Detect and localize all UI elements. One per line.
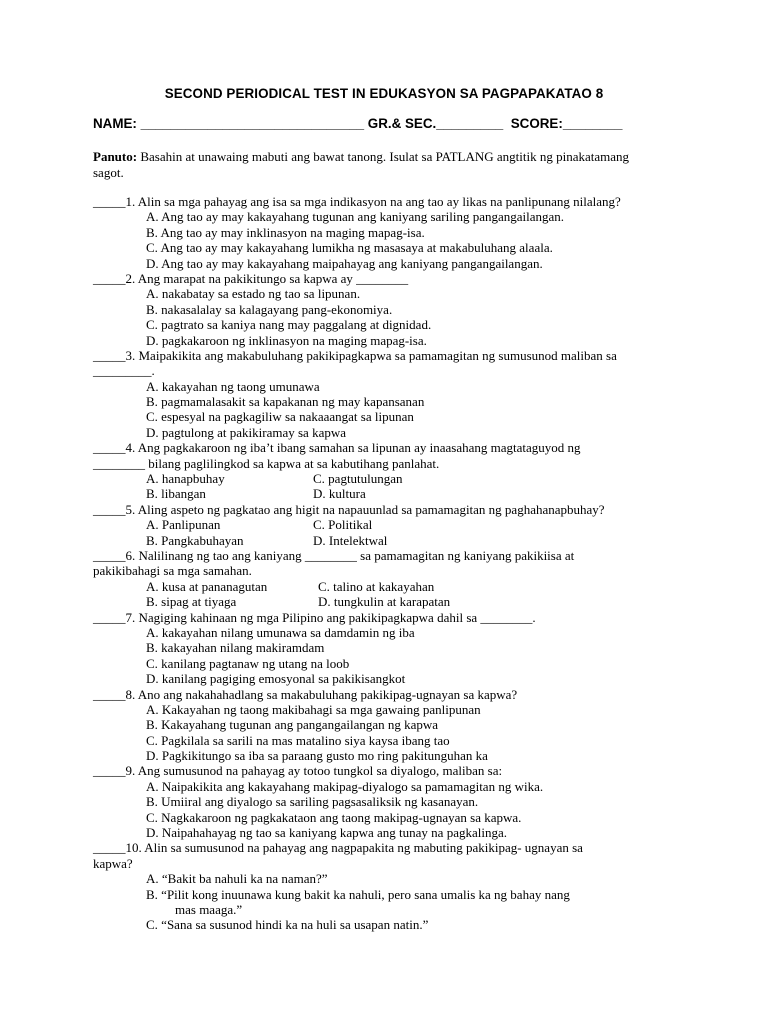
answer-choice: A. Panlipunan [146, 517, 221, 533]
answer-choice: D. kanilang pagiging emosyonal sa pakikisangkot [146, 671, 406, 687]
question-text: _____1. Alin sa mga pahayag ang isa sa mga indikasyon na ang tao ay likas na panlipunang nilalang? [93, 194, 621, 209]
answer-choice: B. Kakayahang tugunan ang pangangailangan ng kapwa [146, 717, 439, 733]
question-text: _____10. Alin sa sumusunod na pahayag ang nagpapakita ng mabuting pakikipag- ugnayan sa [93, 840, 583, 856]
question-text: _____2. Ang marapat na pakikitungo sa kapwa ay ________ [93, 270, 409, 286]
answer-choice: B. pagmamalasakit sa kapakanan ng may kapansanan [146, 394, 425, 410]
answer-choice: A. kakayahan nilang umunawa sa damdamin ng iba [146, 624, 415, 640]
answer-choice-row [93, 517, 693, 532]
answer-choice: C. Politikal [313, 517, 373, 533]
question-list [93, 194, 693, 933]
answer-choice: A. Ang tao ay may kakayahang tugunan ang kaniyang sariling pangangailangan. [146, 209, 565, 225]
answer-choice-row [93, 486, 693, 501]
instructions [93, 149, 653, 180]
question-text: _____8. Ano ang nakahahadlang sa makabuluhang pakikipag-ugnayan sa kapwa? [93, 686, 518, 702]
question-item [93, 194, 693, 271]
answer-choice: B. Umiiral ang diyalogo sa sariling pagsasaliksik ng kasanayan. [146, 794, 479, 810]
question-text: _____4. Ang pagkakaroon ng iba’t ibang samahan sa lipunan ay inaasahang magtataguyod ng [93, 440, 581, 456]
section-label: GR.& SEC. [367, 116, 437, 131]
question-text: pakikibahagi sa mga samahan. [93, 563, 252, 579]
answer-choice-row [93, 533, 693, 548]
answer-choice-row [93, 594, 693, 609]
answer-choice: B. kakayahan nilang makiramdam [146, 640, 325, 656]
instructions-label: Panuto: [93, 149, 138, 164]
answer-choice: C. pagtrato sa kaniya nang may paggalang at dignidad. [146, 317, 432, 333]
answer-choice: A. kakayahan ng taong umunawa [146, 378, 320, 394]
answer-choice: C. Pagkilala sa sarili na mas matalino siya kaysa ibang tao [146, 732, 450, 748]
question-text: _________. [93, 363, 155, 379]
answer-choice: D. tungkulin at karapatan [318, 594, 451, 610]
answer-choice: D. pagkakaroon ng inklinasyon na maging mapag-isa. [146, 332, 427, 348]
score-blank: ________ [562, 116, 623, 131]
answer-choice: D. pagtulong at pakikiramay sa kapwa [146, 424, 346, 440]
question-text: _____7. Nagiging kahinaan ng mga Pilipino ang pakikipagkapwa dahil sa ________. [93, 609, 536, 625]
answer-choice: D. Ang tao ay may kakayahang maipahayag ang kaniyang pangangailangan. [146, 255, 543, 271]
name-blank: ______________________________ [140, 116, 365, 131]
instructions-text: Basahin at unawaing mabuti ang bawat tanong. Isulat sa PATLANG angtitik ng pinakatamang sagot. [93, 149, 630, 180]
score-label: SCORE: [510, 116, 563, 131]
question-text: _____5. Aling aspeto ng pagkatao ang higit na napauunlad sa pamamagitan ng paghahanapbuhay? [93, 501, 605, 517]
question-item [93, 763, 693, 840]
answer-choice: B. libangan [146, 486, 206, 502]
answer-choice-row [93, 471, 693, 486]
question-text: ________ bilang paglilingkod sa kapwa at sa kabutihang panlahat. [93, 455, 440, 471]
student-info-line [93, 116, 622, 131]
question-item [93, 687, 693, 764]
answer-choice: A. “Bakit ba nahuli ka na naman?” [146, 871, 328, 887]
question-item [93, 502, 693, 548]
answer-choice-row [93, 579, 693, 594]
question-item [93, 840, 693, 932]
question-item [93, 610, 693, 687]
answer-choice: D. Naipahahayag ng tao sa kaniyang kapwa ang tunay na pagkalinga. [146, 825, 507, 841]
question-text: kapwa? [93, 855, 133, 871]
test-title: SECOND PERIODICAL TEST IN EDUKASYON SA PAGPAPAKATAO 8 [164, 86, 604, 101]
question-text: _____6. Nalilinang ng tao ang kaniyang ________ sa pamamagitan ng kaniyang pakikiisa at [93, 547, 575, 563]
answer-choice: A. nakabatay sa estado ng tao sa lipunan. [146, 286, 361, 302]
answer-choice: A. Kakayahan ng taong makibahagi sa mga gawaing panlipunan [146, 701, 481, 717]
question-item [93, 348, 693, 440]
question-item [93, 271, 693, 348]
answer-choice: C. espesyal na pagkagiliw sa nakaaangat sa lipunan [146, 409, 414, 425]
answer-choice: B. nakasalalay sa kalagayang pang-ekonomiya. [146, 301, 393, 317]
answer-choice: C. Nagkakaroon ng pagkakataon ang taong makipag-ugnayan sa kapwa. [146, 809, 522, 825]
answer-choice: C. “Sana sa susunod hindi ka na huli sa usapan natin.” [146, 917, 429, 933]
answer-choice: C. Ang tao ay may kakayahang lumikha ng masasaya at makabuluhang alaala. [146, 240, 553, 256]
answer-choice: A. hanapbuhay [146, 471, 225, 487]
answer-choice: B. sipag at tiyaga [146, 594, 237, 610]
answer-choice: D. Pagkikitungo sa iba sa paraang gusto mo ring pakitunguhan ka [146, 748, 488, 764]
name-label: NAME: [93, 116, 137, 131]
answer-choice: B. “Pilit kong inuunawa kung bakit ka nahuli, pero sana umalis ka ng bahay nang [146, 886, 570, 902]
answer-choice-continuation: mas maaga.” [175, 901, 243, 917]
question-text: _____3. Maipakikita ang makabuluhang pakikipagkapwa sa pamamagitan ng sumusunod maliban sa [93, 347, 617, 363]
section-blank: _________ [436, 116, 504, 131]
answer-choice: A. Naipakikita ang kakayahang makipag-diyalogo sa pamamagitan ng wika. [146, 778, 544, 794]
answer-choice: C. kanilang pagtanaw ng utang na loob [146, 655, 350, 671]
question-item [93, 548, 693, 610]
question-text: _____9. Ang sumusunod na pahayag ay totoo tungkol sa diyalogo, maliban sa: [93, 763, 503, 779]
answer-choice: B. Pangkabuhayan [146, 532, 244, 548]
answer-choice: D. Intelektwal [313, 532, 388, 548]
answer-choice: C. talino at kakayahan [318, 578, 435, 594]
answer-choice: C. pagtutulungan [313, 471, 403, 487]
answer-choice: B. Ang tao ay may inklinasyon na maging mapag-isa. [146, 224, 425, 240]
answer-choice: D. kultura [313, 486, 366, 502]
answer-choice: A. kusa at pananagutan [146, 578, 268, 594]
question-item [93, 440, 693, 502]
